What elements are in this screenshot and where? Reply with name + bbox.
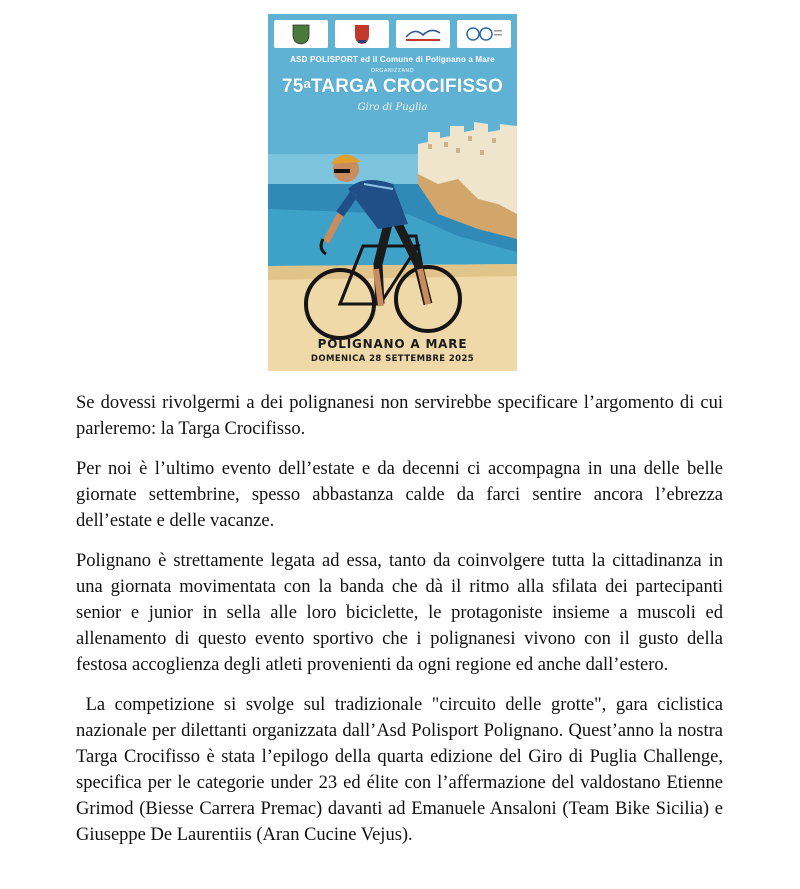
poster-subtitle: Giro di Puglia [357,102,428,113]
poster-title-text: TARGA CROCIFISSO [310,76,504,97]
sponsor-logos [274,20,511,50]
poster-title-number: 75 [281,76,304,97]
poster-title [268,76,517,98]
cycling-logo [457,20,511,48]
polisport-logo [396,20,450,48]
poster-title-ordinal: a [303,76,311,91]
shield-logo [335,20,389,48]
article-paragraph: Per noi è l’ultimo evento dell’estate e da decenni ci accompagna in una delle belle giornate settembrine, spesso abbastanza calde da farci sentire ancora l’ebrezza dell’estate e delle vacanze. [76,459,728,531]
poster-location: POLIGNANO A MARE [317,337,468,351]
article-paragraph: Se dovessi rivolgermi a dei polignanesi non servirebbe specificare l’argomento di cui parleremo: la Targa Crocifisso. [76,393,728,439]
article-paragraph: La competizione si svolge sul tradizionale "circuito delle grotte", gara ciclistica nazionale per dilettanti organizzata dall’Asd Polisport Polignano. Quest’anno la nostra Targa Crocifisso è stata l’epilogo della quarta edizione del Giro di Puglia Challenge, specifica per le categorie under 23 ed élite con l’affermazione del valdostano Etienne Grimod (Biesse Carrera Premac) davanti ad Emanuele Ansaloni (Team Bike Sicilia) e Giuseppe De Laurentiis (Aran Cucine Vejus). [76,695,728,845]
comune-logo [274,20,328,48]
article-body [76,390,728,862]
poster-organizza: ORGANIZZANO [370,68,415,74]
event-poster [268,14,517,371]
article-paragraph: Polignano è strettamente legata ad essa, tanto da coinvolgere tutta la cittadinanza in una giornata movimentata con la banda che dà il ritmo alla sfilata dei partecipanti senior e junior in sella alle loro biciclette, le protagoniste insieme a muscoli ed allenamento di questo evento sportivo che i polignanesi vivono con il gusto della festosa accoglienza degli atleti provenienti da ogni regione ed anche dall’estero. [76,551,728,675]
poster-date: DOMENICA 28 SETTEMBRE 2025 [310,354,475,364]
poster-organizer: ASD POLISPORT ed il Comune di Polignano a Mare [290,55,495,64]
